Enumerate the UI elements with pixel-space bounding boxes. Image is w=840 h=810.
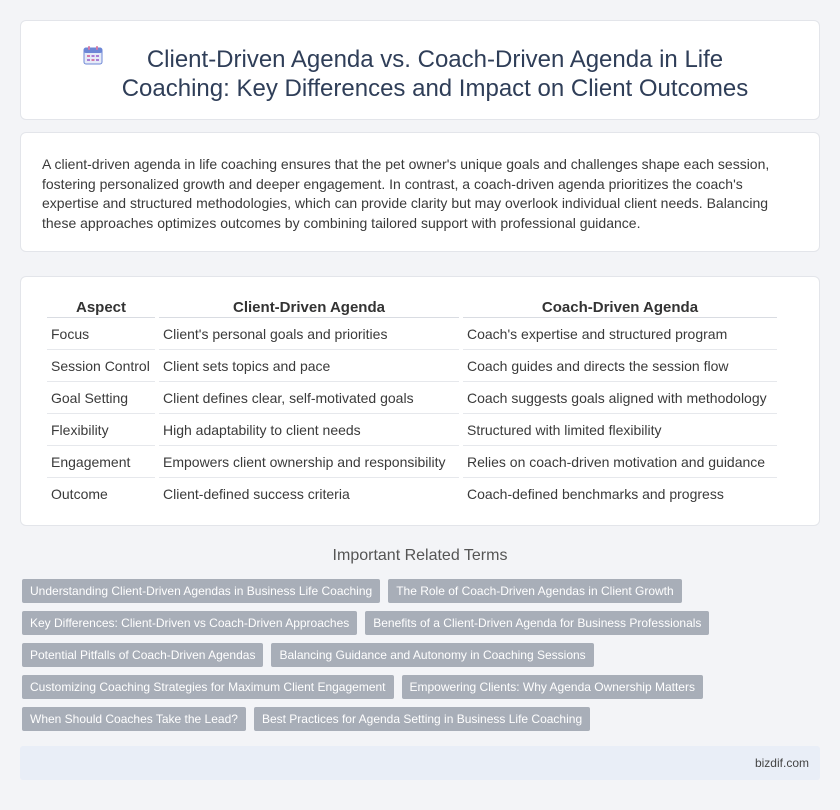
related-term-link[interactable]: The Role of Coach-Driven Agendas in Client Growth	[388, 579, 681, 603]
table-cell: Goal Setting	[47, 382, 155, 414]
table-row	[47, 478, 777, 509]
table-cell: Client-defined success criteria	[163, 486, 350, 502]
table-cell: Client's personal goals and priorities	[159, 318, 459, 350]
table-cell: Empowers client ownership and responsibility	[159, 446, 459, 478]
table-cell: Session Control	[47, 350, 155, 382]
table-cell: Flexibility	[47, 414, 155, 446]
column-header-client-driven: Client-Driven Agenda	[159, 297, 459, 318]
table-cell: Structured with limited flexibility	[463, 414, 777, 446]
table-cell: Relies on coach-driven motivation and guidance	[463, 446, 777, 478]
comparison-table	[43, 297, 781, 509]
table-row	[47, 318, 777, 350]
table-cell: Coach suggests goals aligned with methodology	[463, 382, 777, 414]
table-cell: Client sets topics and pace	[159, 350, 459, 382]
table-cell: Focus	[47, 318, 155, 350]
related-term-link[interactable]: Empowering Clients: Why Agenda Ownership Matters	[402, 675, 703, 699]
table-cell: Coach's expertise and structured program	[463, 318, 777, 350]
footer	[20, 746, 820, 780]
page-title: Client-Driven Agenda vs. Coach-Driven Agenda in Life Coaching: Key Differences and Impact on Client Outcomes	[121, 46, 749, 102]
table-cell: High adaptability to client needs	[159, 414, 459, 446]
table-row	[47, 414, 777, 446]
intro-card	[20, 132, 820, 252]
related-terms-heading: Important Related Terms	[332, 547, 508, 564]
table-cell: Coach guides and directs the session flow	[463, 350, 777, 382]
header-card	[20, 20, 820, 120]
related-term-link[interactable]: Customizing Coaching Strategies for Maximum Client Engagement	[22, 675, 394, 699]
footer-site-link[interactable]: bizdif.com	[754, 756, 809, 770]
table-cell: Outcome	[51, 486, 108, 502]
table-cell: Coach-defined benchmarks and progress	[467, 486, 724, 502]
table-cell: Client defines clear, self-motivated goals	[159, 382, 459, 414]
column-header-coach-driven: Coach-Driven Agenda	[463, 297, 777, 318]
related-term-link[interactable]: Understanding Client-Driven Agendas in Business Life Coaching	[22, 579, 380, 603]
related-term-link[interactable]: Best Practices for Agenda Setting in Business Life Coaching	[254, 707, 590, 731]
related-term-link[interactable]: Balancing Guidance and Autonomy in Coaching Sessions	[271, 643, 593, 667]
table-row	[47, 350, 777, 382]
related-term-link[interactable]: Benefits of a Client-Driven Agenda for Business Professionals	[365, 611, 709, 635]
related-term-link[interactable]: When Should Coaches Take the Lead?	[22, 707, 246, 731]
table-cell: Engagement	[47, 446, 155, 478]
column-header-aspect: Aspect	[47, 297, 155, 318]
related-term-link[interactable]: Potential Pitfalls of Coach-Driven Agendas	[22, 643, 263, 667]
intro-paragraph: A client-driven agenda in life coaching ensures that the pet owner's unique goals and challenges shape each session, fostering personalized growth and deeper engagement. In contrast, a coach-driven agenda prioritizes the coach's expertise and structured methodologies, which can provide clarity but may overlook individual client needs. Balancing these approaches optimizes outcomes by combining tailored support with professional guidance.	[42, 156, 770, 231]
table-row	[47, 446, 777, 478]
table-row	[47, 382, 777, 414]
related-term-link[interactable]: Key Differences: Client-Driven vs Coach-Driven Approaches	[22, 611, 357, 635]
comparison-card	[20, 276, 820, 526]
related-terms-list	[22, 579, 722, 739]
table-header-row	[47, 297, 777, 318]
